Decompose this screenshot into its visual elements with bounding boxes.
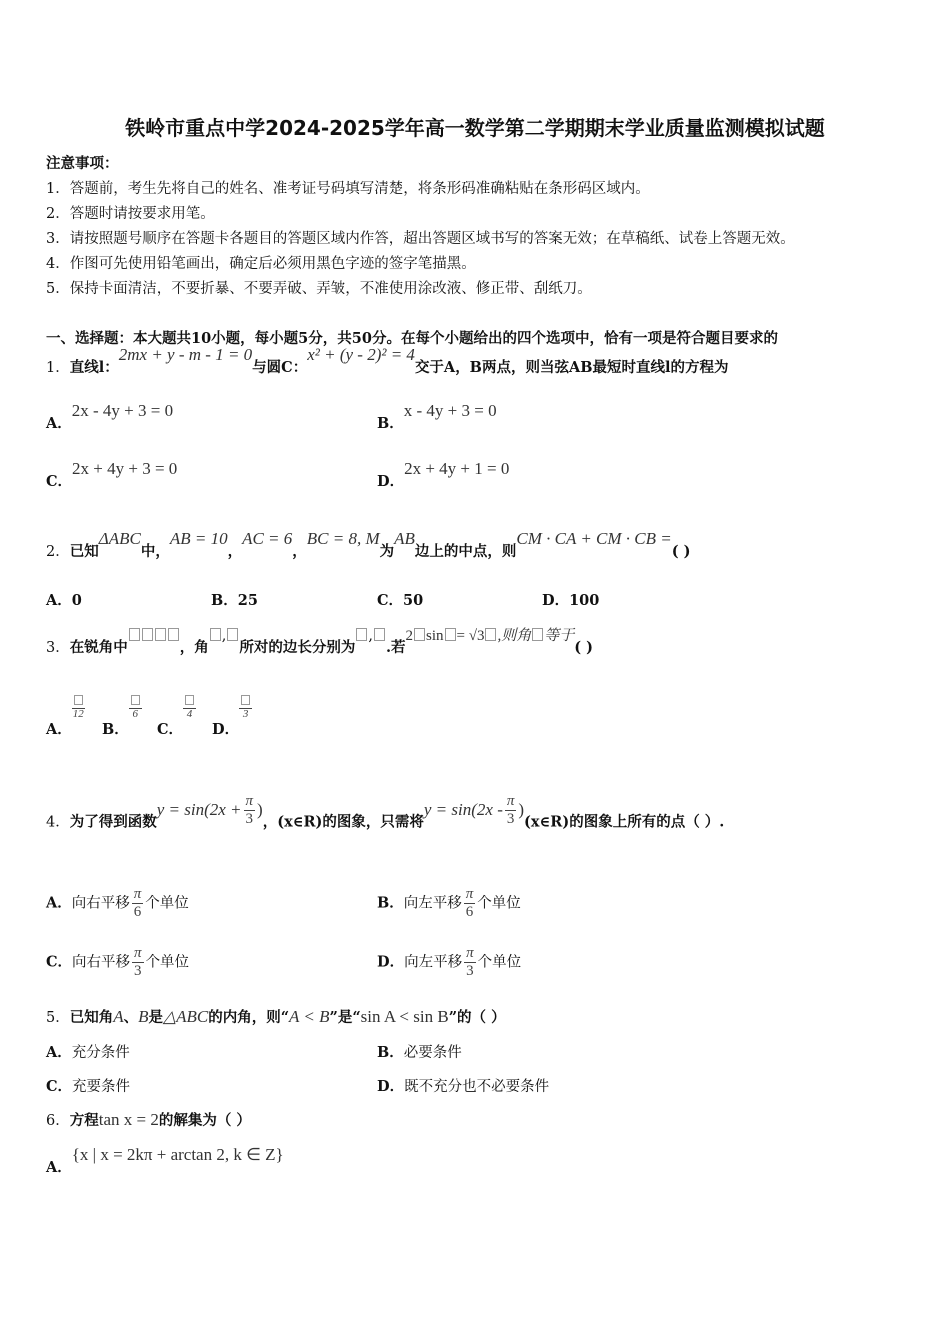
option-a[interactable]: A．向右平移 $\frac{\pi}{6}$ 个单位 [46,886,189,920]
option-a[interactable]: A．2x - 4y + 3 = 0 [46,401,174,432]
question-number: 3． [46,640,70,656]
page-title: 铁岭市重点中学2024-2025学年高一数学第二学期期末学业质量监测模拟试题 [125,116,825,140]
question-number: 2． [46,544,70,560]
question-2: 2．已知ΔABC中，AB = 10，AC = 6，BC = 8, M为AB边上的中点，则CM · CA + CM · CB =( ) [46,529,691,560]
notice-item: 5．保持卡面清洁，不要折暴、不要弄破、弄皱，不准使用涂改液、修正带、刮纸刀。 [46,281,592,297]
option-d[interactable]: D．向左平移 $\frac{\pi}{3}$ 个单位 [377,945,522,979]
notice-item: 1．答题前，考生先将自己的姓名、准考证号码填写清楚，将条形码准确粘贴在条形码区域内。 [46,181,650,197]
notice-item: 3．请按照题号顺序在答题卡各题目的答题区域内作答，超出答题区域书写的答案无效；在草稿纸、试卷上答题无效。 [46,231,795,247]
option-c[interactable]: C．向右平移 $\frac{\pi}{3}$ 个单位 [46,945,190,979]
option-b[interactable]: B．25 [211,592,258,609]
option-a[interactable]: A．0 [46,592,82,609]
question-number: 6． [46,1113,70,1129]
option-d[interactable]: D． 3 [212,688,252,720]
option-c[interactable]: C． 4 [157,688,196,720]
math-expr: x² + (y - 2)² = 4 [307,345,415,364]
question-1: 1．直线l：2mx + y - m - 1 = 0与圆C：x² + (y - 2)² = 4交于A，B两点，则当弦AB最短时直线l的方程为 [46,345,729,376]
question-5: 5．已知角A、B是△ABC的内角，则“A < B”是“sin A < sin B”的（ ） [46,1007,506,1026]
option-c[interactable]: C．50 [377,592,424,609]
option-b[interactable]: B．x - 4y + 3 = 0 [377,401,497,432]
option-d[interactable]: D．100 [542,592,600,609]
option-b[interactable]: B．必要条件 [377,1044,462,1061]
question-6: 6．方程tan x = 2的解集为（ ） [46,1110,251,1129]
option-c[interactable]: C．充要条件 [46,1078,131,1095]
section-heading: 一、选择题：本大题共10小题，每小题5分，共50分。在每个小题给出的四个选项中，恰有一项是符合题目要求的 [46,330,778,347]
question-3: 3．在锐角中 ，角,所对的边长分别为,.若2 sin = √3 ,则角 等于( ) [46,628,594,656]
option-d[interactable]: D．既不充分也不必要条件 [377,1078,550,1095]
option-a[interactable]: A．充分条件 [46,1044,130,1061]
question-4: 4．为了得到函数y = sin(2x + $\frac{\pi}{3}$ )，(x∈R)的图象，只需将y = sin(2x - $\frac{\pi}{3}$ )(x∈R)的图象上所有的点（ ）. [46,793,725,831]
question-number: 5． [46,1010,70,1026]
math-expr: 2mx + y - m - 1 = 0 [118,345,253,364]
notice-item: 2．答题时请按要求用笔。 [46,206,215,222]
question-number: 4． [46,814,70,831]
option-d[interactable]: D．2x + 4y + 1 = 0 [377,459,510,490]
option-b[interactable]: B．向左平移 $\frac{\pi}{6}$ 个单位 [377,886,521,920]
option-b[interactable]: B． 6 [102,688,142,720]
notice-heading: 注意事项： [46,155,119,172]
question-number: 1． [46,360,70,376]
notice-item: 4．作图可先使用铅笔画出，确定后必须用黑色字迹的签字笔描黑。 [46,256,476,272]
option-a[interactable]: A．{x | x = 2kπ + arctan 2, k ∈ Z} [46,1145,284,1176]
option-a[interactable]: A． 12 [46,688,85,720]
option-c[interactable]: C．2x + 4y + 3 = 0 [46,459,178,490]
